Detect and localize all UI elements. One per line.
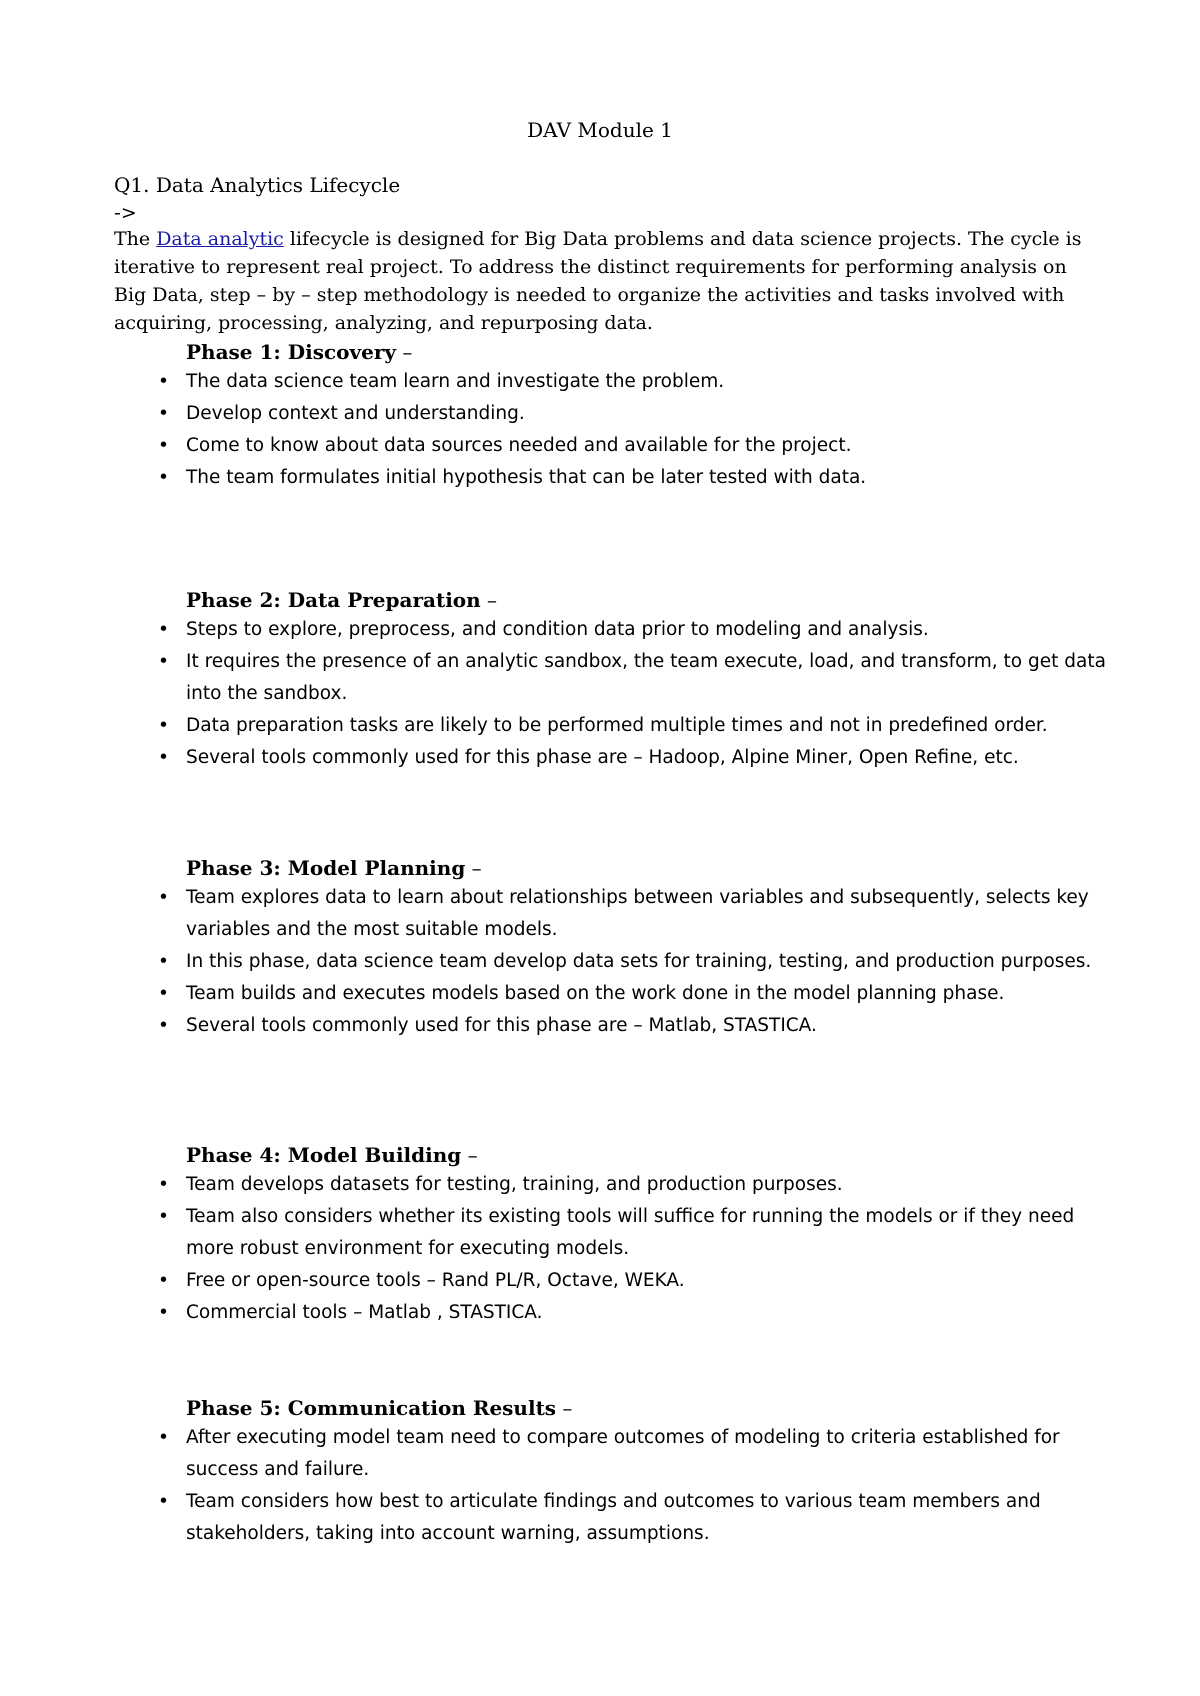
intro-prefix: The <box>114 228 157 250</box>
bullet-icon: • <box>158 1174 169 1195</box>
list-item-text: The data science team learn and investigate the problem. <box>186 371 725 392</box>
list-item-text: After executing model team need to compare outcomes of modeling to criteria established for success and failure. <box>186 1427 1060 1480</box>
phase-4-title <box>186 1141 1106 1169</box>
bullet-icon: • <box>158 1427 169 1448</box>
phase-3-title-text: Phase 3: Model Planning <box>186 856 466 880</box>
list-item <box>158 646 1106 710</box>
answer-arrow: -> <box>114 202 137 224</box>
phase-5-list <box>158 1422 1106 1550</box>
phase-3-title <box>186 854 1106 882</box>
list-item <box>158 1486 1106 1550</box>
list-item-text: Steps to explore, preprocess, and condition data prior to modeling and analysis. <box>186 619 929 640</box>
list-item <box>158 946 1106 978</box>
phase-2-title-text: Phase 2: Data Preparation <box>186 588 481 612</box>
document-title: DAV Module 1 <box>527 118 673 142</box>
list-item <box>158 430 1106 462</box>
list-item <box>158 614 1106 646</box>
list-item-text: Come to know about data sources needed and available for the project. <box>186 435 852 456</box>
list-item-text: Team considers how best to articulate findings and outcomes to various team members and stakeholders, taking into account warning, assumptions. <box>186 1491 1041 1544</box>
list-item <box>158 398 1106 430</box>
phase-5-title <box>186 1394 1106 1422</box>
list-item-text: Develop context and understanding. <box>186 403 525 424</box>
list-item-text: Team develops datasets for testing, training, and production purposes. <box>186 1174 843 1195</box>
bullet-icon: • <box>158 1302 169 1323</box>
phase-4-list <box>158 1169 1106 1329</box>
bullet-icon: • <box>158 619 169 640</box>
list-item <box>158 1297 1106 1329</box>
phase-2-list <box>158 614 1106 774</box>
phase-2-title <box>186 586 1106 614</box>
list-item-text: The team formulates initial hypothesis that can be later tested with data. <box>186 467 867 488</box>
list-item-text: Free or open-source tools – Rand PL/R, Octave, WEKA. <box>186 1270 685 1291</box>
bullet-icon: • <box>158 1015 169 1036</box>
list-item <box>158 978 1106 1010</box>
phase-5-section <box>158 1394 1106 1550</box>
bullet-icon: • <box>158 651 169 672</box>
bullet-icon: • <box>158 1491 169 1512</box>
bullet-icon: • <box>158 1270 169 1291</box>
list-item <box>158 1010 1106 1042</box>
list-item <box>158 1169 1106 1201</box>
list-item <box>158 742 1106 774</box>
bullet-icon: • <box>158 715 169 736</box>
list-item-text: Team builds and executes models based on the work done in the model planning phase. <box>186 983 1005 1004</box>
bullet-icon: • <box>158 467 169 488</box>
list-item <box>158 462 1106 494</box>
phase-3-list <box>158 882 1106 1042</box>
list-item-text: Team explores data to learn about relationships between variables and subsequently, selects key variables and the most suitable models. <box>186 887 1089 940</box>
list-item-text: Team also considers whether its existing tools will suffice for running the models or if they need more robust environment for executing models. <box>186 1206 1075 1259</box>
list-item-text: In this phase, data science team develop data sets for training, testing, and production purposes. <box>186 951 1092 972</box>
phase-4-title-dash: – <box>461 1143 478 1167</box>
bullet-icon: • <box>158 951 169 972</box>
phase-1-list <box>158 366 1106 494</box>
bullet-icon: • <box>158 747 169 768</box>
bullet-icon: • <box>158 403 169 424</box>
bullet-icon: • <box>158 1206 169 1227</box>
phase-1-title <box>186 338 1106 366</box>
phase-2-title-dash: – <box>480 588 498 612</box>
phase-4-title-text: Phase 4: Model Building <box>186 1143 462 1167</box>
list-item-text: Several tools commonly used for this phase are – Hadoop, Alpine Miner, Open Refine, etc. <box>186 747 1019 768</box>
list-item <box>158 882 1106 946</box>
phase-5-title-dash: – <box>556 1396 573 1420</box>
intro-text: lifecycle is designed for Big Data problems and data science projects. The cycle is iterative to represent real project. To address the distinct requirements for performing analysis on Big Data, step – by – step methodology is needed to organize the activities and tasks involved with acquiring, processing, analyzing, and repurposing data. <box>114 228 1082 334</box>
list-item <box>158 1201 1106 1265</box>
question-heading: Q1. Data Analytics Lifecycle <box>114 173 401 197</box>
phase-2-section <box>158 586 1106 774</box>
phase-1-title-dash: – <box>395 340 413 364</box>
list-item <box>158 1422 1106 1486</box>
data-analytic-link[interactable]: Data analytic <box>156 228 284 250</box>
intro-paragraph <box>114 225 1094 337</box>
phase-1-title-text: Phase 1: Discovery <box>186 340 396 364</box>
phase-4-section <box>158 1141 1106 1329</box>
phase-3-section <box>158 854 1106 1042</box>
phase-3-title-dash: – <box>465 856 482 880</box>
list-item <box>158 1265 1106 1297</box>
bullet-icon: • <box>158 983 169 1004</box>
list-item <box>158 710 1106 742</box>
list-item-text: Data preparation tasks are likely to be performed multiple times and not in predefined order. <box>186 715 1048 736</box>
list-item-text: It requires the presence of an analytic sandbox, the team execute, load, and transform, to get data into the sandbox. <box>186 651 1106 704</box>
phase-5-title-text: Phase 5: Communication Results <box>186 1396 557 1420</box>
list-item-text: Several tools commonly used for this phase are – Matlab, STASTICA. <box>186 1015 817 1036</box>
phase-1-section <box>158 338 1106 494</box>
list-item <box>158 366 1106 398</box>
list-item-text: Commercial tools – Matlab , STASTICA. <box>186 1302 543 1323</box>
bullet-icon: • <box>158 435 169 456</box>
bullet-icon: • <box>158 887 169 908</box>
bullet-icon: • <box>158 371 169 392</box>
